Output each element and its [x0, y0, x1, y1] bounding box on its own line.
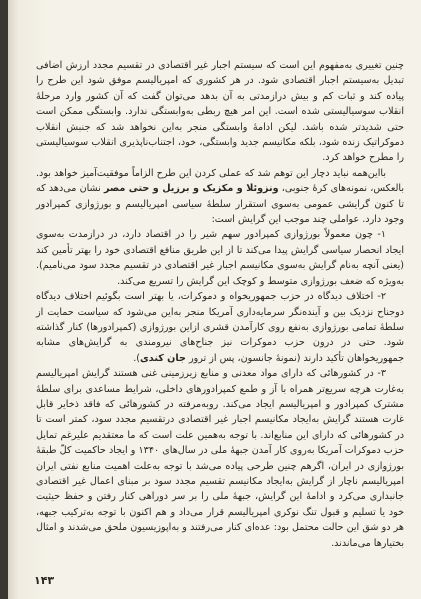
paragraph-4-text-start: ۲- اختلاف دیدگاه در حزب جمهوریخواه و دموکرات، یا بهتر است بگوئیم اختلاف دیدگاه دوجناح نزدیک بین و آینده‌نگر سرمایه‌داری آمریکا منجر به‌این می‌شود که سیاست حمایت از سلطهٔ تمامی بورژوازی به‌نفع روی کارآمدن قشری ازاین بورژوازی (کمپرادورها) کنار گذاشته شود. حتی در درون حزب دموکرات نیز جناح‌های نیرومندی به‌ گرایش‌های مشابه جمهوریخواهان تأکید دارند (نمونهٔ جانسون، پس از ترور [36, 291, 404, 364]
paragraph-2 [36, 166, 404, 228]
body-text [36, 58, 404, 551]
paragraph-4-text-end: ). [133, 352, 141, 364]
paragraph-5-text: ۳- در کشورهائی که دارای مواد معدنی و منابع زیرزمینی غنی هستند گرایش امپریالیسم به‌غارت هرچه سریع‌تر همراه با آز و طمع کمپرادورهای داخلی، شرایط مساعدی برای سلطهٔ مشترک کمپرادور و امپریالیسم ایجاد می‌کند. روبه‌مرفته در کشورهائی که فاقد ذخایر قابل غارت هستند گرایش به‌ایجاد مکانیسم اجبار غیر اقتصادی درتقسیم مجدد سود، کمتر است تا در کشورهائی که دارای این منابع‌اند. با توجه به‌همین علت است که ما معتقدیم علیرغم تمایل حزب دموکرات آمریکا به‌روی کار آمدن جبههٔ ملی در سال‌های ۱۳۴۰ و ایجاد حاکمیت کلّ طبقهٔ بورژوازی در ایران، اگرهم چنین طرحی پیاده می‌شد با توجه به‌علت اهمیت منابع نفتی ایران امپریالیسم ناچار از گرایش به‌ایجاد مکانیسم تقسیم مجدد سود بر مبنای اعمال غیر اقتصادی جانبداری می‌کرد و ادامهٔ این گرایش، جبههٔ ملی را بر سر دوراهی کنار رفتن و حفظ حیثیت خود یا تسلیم و قبول تنگ نوکری امپریالیسم قرار می‌داد و هم اکنون با توجه به‌ترکیب جبهه، هر دو شق این حالت محتمل بود: عده‌ای کنار می‌رفتند و به‌اپوزیسیون ملحق می‌شدند و امثال بختیارها می‌ماندند. [36, 368, 405, 549]
page-number: ۱۴۳ [34, 574, 55, 587]
paragraph-1-text: چنین تغییری به‌مفهوم این است که سیستم اجبار غیر اقتصادی در تقسیم مجدد ارزش اضافی تبدیل به‌سیستم اجبار اقتصادی شود. در هر کشوری که امپریالیسم موفق شود این طرح را پیاده کند و ثبات کم و بیش درازمدتی به آن بدهد می‌توان گفت که آن کشور وارد مرحلهٔ انقلاب سوسیالیستی شده است. این امر هیچ ربطی به‌وابستگی ندارد. وابستگی ممکن است حتی شدیدتر شده باشد. لیکن ادامهٔ وابستگی منجر به‌این نخواهد شد که جنبش انقلاب دموکراتیک زنده شود، بلکه مکانیسم جدید وابستگی، خود، اجتناب‌ناپذیری انقلاب سوسیالیستی را مطرح خواهد کرد. [36, 60, 404, 164]
paragraph-2-text-end: نشان می‌دهد که تا کنون گرایشی عمومی به‌سوی استقرار سلطهٔ سیاسی امپریالیسم و بورژوازی کمپرادور وجود دارد. عواملی چند موجب این گرایش است: [36, 183, 404, 226]
paragraph-5 [36, 366, 404, 551]
paragraph-4 [36, 289, 404, 366]
paragraph-3 [36, 227, 404, 289]
paragraph-1 [36, 58, 404, 166]
paragraph-4-bold-name: جان کندی [140, 352, 186, 364]
paragraph-3-text: ۱- چون معمولاً بورژوازی کمپرادور سهم شیر را در اقتصاد دارد، در درازمدت به‌سوی ایجاد انحصار سیاسی گرایش پیدا می‌کند تا از این طریق منافع اقتصادی خود را بهتر تأمین کند (یعنی آنچه به‌نام گرایش به‌سوی مکانیسم اجبار غیر اقتصادی در تقسیم مجدد سود می‌نامیم). به‌ویژه که ضعف بورژوازی متوسط و کوچک این گرایش را تسریع می‌کند. [36, 229, 404, 287]
paragraph-2-text-start: بااین‌همه نباید دچار این توهم شد که عملی کردن این طرح الزاماً موفقیت‌آمیز خواهد بود. بالعکس، نمونه‌های کرهٔ جنوبی، [36, 167, 404, 195]
paragraph-2-bold-countries: ونزوئلا و مکزیک و برزیل و حتی مصر [103, 183, 279, 195]
